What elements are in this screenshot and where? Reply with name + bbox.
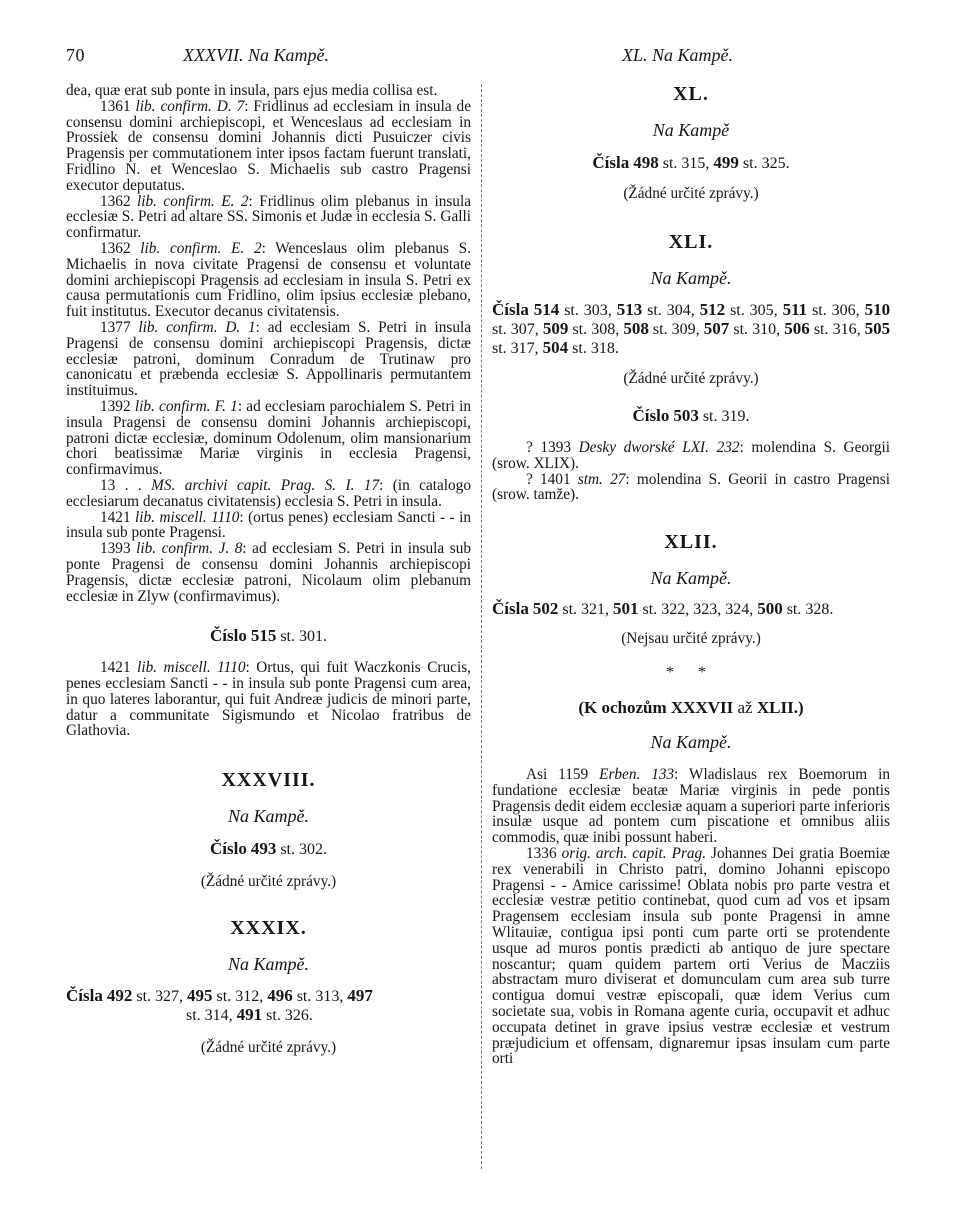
section-xli-title: XLI. (668, 231, 714, 253)
right-column (492, 83, 890, 1067)
entry-1421a: 1421 lib. miscell. 1110: (ortus penes) ecclesiam Sancti - - in insula sub ponte Pragensi. (66, 508, 471, 542)
entry-13xx: 13 . . MS. archivi capit. Prag. S. I. 17: (in catalogo ecclesiarum decanatus civitatensis) ecclesia S. Petri in insula. (66, 476, 471, 510)
entry-1361: 1361 lib. confirm. D. 7: Fridlinus ad ecclesiam in insula de consensu domini archiepiscopi, et Wenceslaus ad ecclesiam in Prossiek de consensu domini Johannis dicti Pusuiczer civis Pragensis per commutationem inter ipsos factam fuerunt translati, Fridlino N. et Wenceslao S. Michaelis sub castro Pragensi executor deputatus. (66, 97, 471, 194)
left-column (66, 83, 471, 1057)
entry-1421b: 1421 lib. miscell. 1110: Ortus, qui fuit Waczkonis Crucis, penes ecclesiam Sancti - - in insula sub ponte Pragensi cum area, in quo lateres laborantur, qui fuit Andreæ judicis de minori parte, datur a communitate Sigismundo et Nicolao fratribus de Glathovia. (66, 659, 471, 740)
paragraph: dea, quæ erat sub ponte in insula, pars ejus media collisa est. (66, 82, 438, 99)
entry-1392: 1392 lib. confirm. F. 1: ad ecclesiam parochialem S. Petri in insula Pragensi de consensu domini Johannis archiepiscopi, patroni dictæ ecclesiæ, dominum Odolenum, olim mansionarium chori beatissimæ Mariæ virginis in ecclesia Pragensi, confirmavimus. (66, 397, 471, 479)
section-xlii-place: Na Kampě. (650, 568, 732, 589)
entry-1377: 1377 lib. confirm. D. 1: ad ecclesiam S. Petri in insula Pragensi de consensu domini archiepiscopi Pragensis, dictæ ecclesiæ patroni, dominum Conradum de Trutinaw pro canonicatu et præbenda ecclesiæ S. Appollinaris permutantem instituimus. (66, 318, 472, 400)
asterism-separator: * * (666, 663, 716, 681)
section-xlii-title: XLII. (664, 531, 718, 554)
section-xxxix-note: (Žádné určité zprávy.) (200, 1039, 337, 1057)
running-head-right: XL. Na Kampě. (622, 45, 734, 65)
section-xxxix-title: XXXIX. (230, 917, 307, 940)
running-head-left: XXXVII. Na Kampě. (183, 45, 329, 65)
entry-1362a: 1362 lib. confirm. E. 2: Fridlinus olim plebanus in insula ecclesiæ S. Petri ad altare SS. Simonis et Judæ in ecclesia S. Galli confirmatur. (66, 192, 471, 242)
section-xli-note: (Žádné určité zprávy.) (623, 370, 759, 387)
entry-asi-1159: Asi 1159 Erben. 133: Wladislaus rex Boemorum in fundatione ecclesiæ beatæ Mariæ virginis in pede pontis Pragensis dedit eidem ecclesiæ aquam a superiori parte inferioris insulæ usque ad pontem cum piscatione et omnibus aliis commodis, quæ inibi possunt haberi. (492, 765, 890, 847)
k-ochozum-heading: (K ochozům XXXVII až XLII.) (578, 697, 804, 717)
section-xli-place: Na Kampě. (650, 268, 732, 288)
entry-1393-desky: ? 1393 Desky dworské LXI. 232: molendina S. Georgii (srow. XLIX). (492, 439, 890, 472)
section-xl-note: (Žádné určité zprávy.) (623, 185, 759, 202)
entry-1401: ? 1401 stm. 27: molendina S. Georii in castro Pragensi (srow. tamže). (492, 470, 890, 504)
section-xli-numbers: Čísla 514 st. 303, 513 st. 304, 512 st. 305, 511 st. 306, 510 st. 307, 509 st. 308, 508 st. 309, 507 st. 310, 506 st. 316, 505 st. 317, 504 st. 318. (492, 300, 891, 357)
section-xxxviii-place: Na Kampě. (228, 806, 309, 827)
entry-1362b: 1362 lib. confirm. E. 2: Wenceslaus olim plebanus S. Michaelis in nova civitate Pragensi de consensu et voluntate domini archiepiscopi Pragensis ad ecclesiam in insula S. Petri ex causa permutationis cum Fridlino, olim ipsius ecclesiæ plebano, fuit institutus. Executor decanus civitatensis. (66, 239, 471, 321)
section-xl-title: XL. (673, 83, 709, 105)
section-xxxviii-title: XXXVIII. (221, 769, 316, 792)
page-number: 70 (66, 45, 85, 65)
section-xxxviii-numbers: Číslo 493 st. 302. (209, 839, 327, 859)
k-ochozum-place: Na Kampě. (650, 731, 732, 752)
entry-1336: 1336 orig. arch. capit. Prag. Johannes Dei gratia Boemiæ rex venerabili in Christo patri, domino Johanni episcopo Pragensi - - Amice carissime! Oblata nobis pro parte vestra et ecclesiæ vestræ petitio continebat, quod cum ad vos et ipsam Pragensem ecclesiam insula sub ponte Pragensi in amne Wlitauiæ, contigua ipsi ponti cum parte orti se protendente usque ad muros pontis prædicti ab antiquo de jure spectare noscantur; quam quidem partem orti Verius de Macziis abstractam muro diviserat et domunculam cum area sub turre contigua domui vestræ episcopali, quæ idem Verius cum societate sua, vobis in Romana agente curia, occupavit et adhuc occupata detinet in grave ipsius vestræ ecclesiæ et vestrum præjudicium et offensam, dignaremur ipsas insulam cum parte orti (492, 844, 890, 1068)
cislo-503-heading: Číslo 503 st. 319. (632, 406, 750, 425)
section-xlii-numbers: Čísla 502 st. 321, 501 st. 322, 323, 324, 500 st. 328. (492, 599, 834, 619)
column-divider (481, 84, 482, 1169)
section-xl-place: Na Kampě (652, 120, 730, 140)
cislo-515-heading: Číslo 515 st. 301. (209, 626, 327, 646)
section-xxxix-place: Na Kampě. (228, 954, 309, 975)
section-xlii-note: (Nejsau určité zprávy.) (621, 629, 761, 647)
section-xxxix-numbers: Čísla 492 st. 327, 495 st. 312, 496 st. 313, 497 st. 314, 491 st. 326. (66, 986, 373, 1025)
section-xxxviii-note: (Žádné určité zprávy.) (200, 873, 337, 891)
entry-1393: 1393 lib. confirm. J. 8: ad ecclesiam S. Petri in insula sub ponte Pragensi de consensu domini Johannis archiepiscopi Pragensis, dictæ ecclesiæ patroni, Nicolaum olim plebanum ecclesiæ in Zlyw (confirmavimus). (66, 540, 472, 605)
section-xl-numbers: Čísla 498 st. 315, 499 st. 325. (592, 153, 790, 172)
